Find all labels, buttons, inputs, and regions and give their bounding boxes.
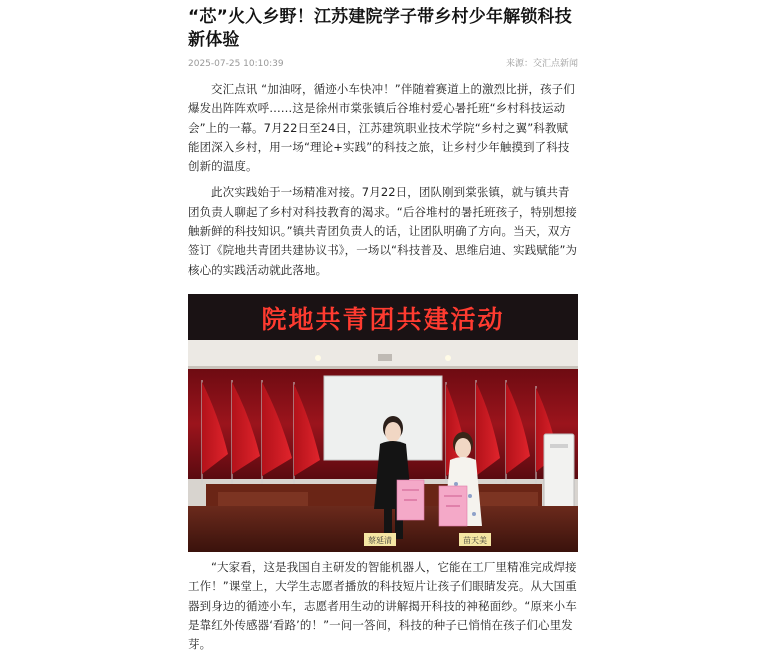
article-title: “芯”火入乡野！江苏建院学子带乡村少年解锁科技新体验 — [188, 7, 572, 50]
paragraph-3: “大家看，这是我国自主研发的智能机器人，它能在工厂里精准完成焊接工作！”课堂上，大学生志愿者播放的科技短片让孩子们眼睛发亮。从大国重器到身边的循迹小车，志愿者用生动的讲解揭开科技的神秘面纱。“原来小车是靠红外传感器‘看路’的！”一问一答间，科技的种子已悄悄在孩子们心里发芽。 — [188, 559, 577, 652]
article — [188, 0, 578, 654]
event-photo — [188, 294, 578, 552]
article-source: 来源：交汇点新闻 — [505, 59, 578, 69]
article-meta — [188, 57, 578, 71]
banner-text: 院地共青团共建活动 — [261, 304, 505, 334]
ceiling-trim — [188, 366, 578, 369]
paragraph-1: 交汇点讯 “加油呀，循迹小车快冲！”伴随着赛道上的激烈比拼，孩子们爆发出阵阵欢呼……这是徐州市棠张镇后谷堆村爱心暑托班“乡村科技运动会”上的一幕。7月22日至24日，江苏建筑职业技术学院“乡村之翼”科教赋能团深入乡村，用一场“理论+实践”的科技之旅，让乡村少年触摸到了科技创新的温度。 — [188, 82, 575, 174]
nameplate-left-text: 蔡延清 — [368, 535, 392, 545]
ceiling-light — [315, 355, 321, 361]
paragraph-2: 此次实践始于一场精准对接。7月22日，团队刚到棠张镇，就与镇共青团负责人聊起了乡村对科技教育的渴求。“后谷堆村的暑托班孩子，特别想接触新鲜的科技知识。”镇共青团负责人的话，让团队明确了方向。当天，双方签订《院地共青团共建协议书》，一场以“科技普及、思维启迪、实践赋能”为核心的实践活动就此落地。 — [188, 185, 578, 277]
ceiling — [188, 338, 578, 368]
projector — [378, 354, 392, 361]
publish-date: 2025-07-25 10:10:39 — [188, 59, 284, 69]
nameplate-right-text: 苗天美 — [463, 535, 487, 545]
ceiling-light — [445, 355, 451, 361]
